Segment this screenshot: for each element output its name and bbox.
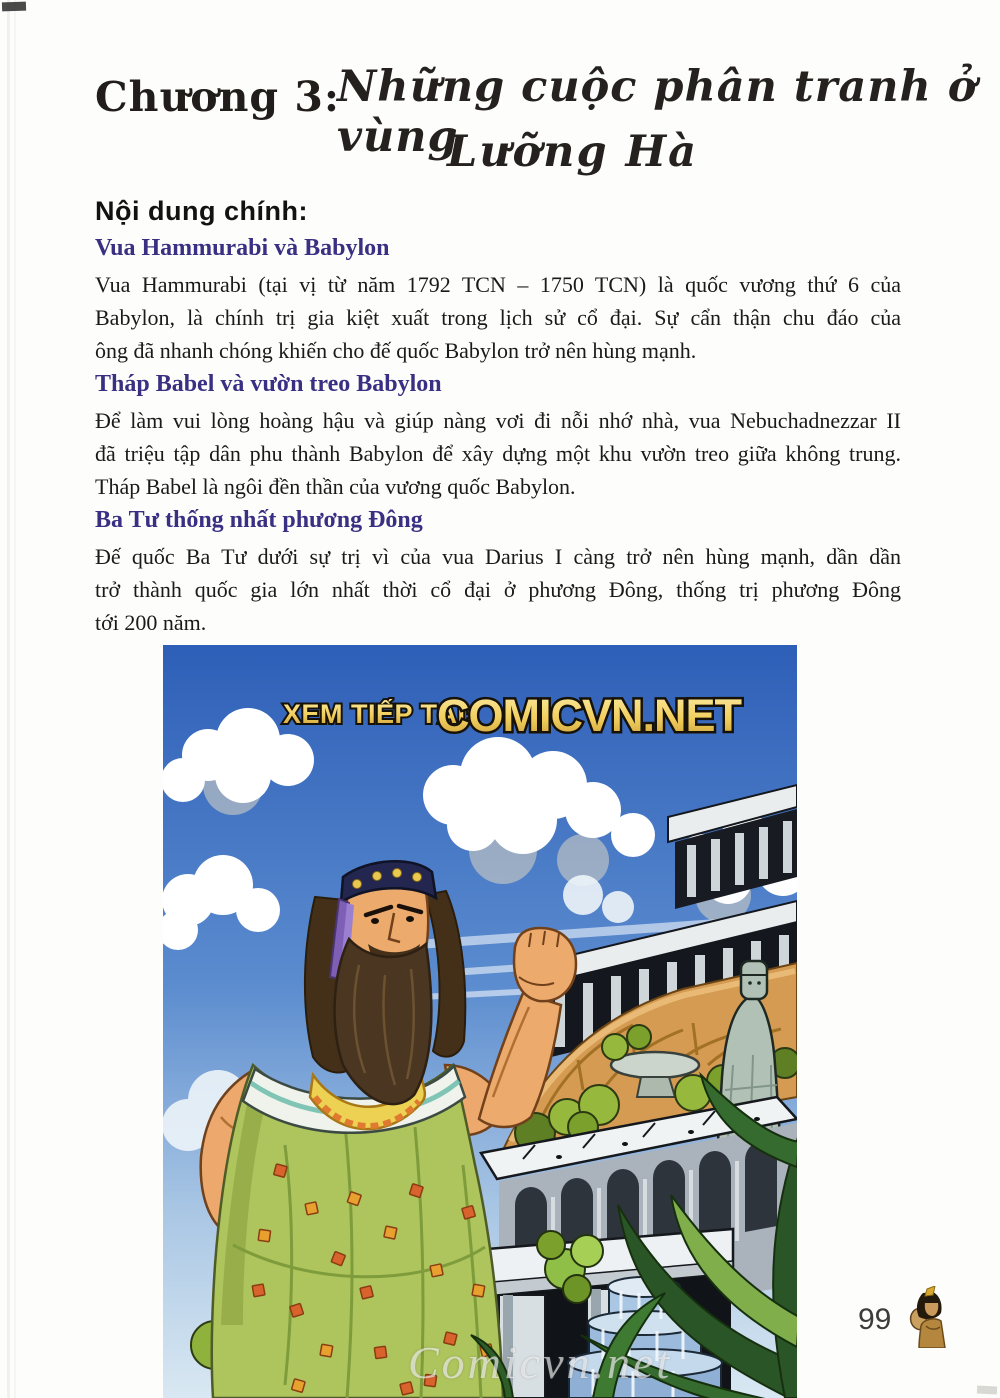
scan-corner-mark [2, 2, 26, 12]
promo-site-text: COMICVN.NET [437, 690, 741, 741]
paragraph-line: Để làm vui lòng hoàng hậu và giúp nàng vơi đi nỗi nhớ nhà, vua Nebuchadnezzar II [95, 408, 901, 433]
section-title: Tháp Babel và vườn treo Babylon [95, 371, 442, 397]
king-fist [514, 928, 576, 1001]
paragraph-line: Đế quốc Ba Tư dưới sự trị vì của vua Darius I càng trở nên hùng mạnh, dần dần [95, 544, 901, 569]
scan-edge-line [7, 0, 10, 1398]
comic-illustration [163, 645, 797, 1398]
paragraph-line: Vua Hammurabi (tại vị từ năm 1792 TCN – 1750 TCN) là quốc vương thứ 6 của [95, 272, 901, 297]
section-title: Ba Tư thống nhất phương Đông [95, 507, 423, 533]
paragraph-line: đã triệu tập dân phu thành Babylon để xây dựng một khu vườn treo giữa không trung. [95, 441, 901, 466]
paragraph-line: Babylon, là chính trị gia kiệt xuất trong lịch sử cổ đại. Sự cẩn thận chu đáo của [95, 305, 901, 330]
king-mascot-icon [906, 1286, 956, 1348]
content-heading: Nội dung chính: [95, 196, 308, 226]
paragraph-line: Tháp Babel là ngôi đền thần của vương quốc Babylon. [95, 474, 576, 499]
section-hammurabi [95, 235, 901, 367]
section-title: Vua Hammurabi và Babylon [95, 235, 390, 261]
paragraph-line: ông đã nhanh chóng khiến cho đế quốc Babylon trở nên hùng mạnh. [95, 338, 697, 363]
paragraph-line: trở thành quốc gia lớn nhất thời cổ đại ở phương Đông, thống trị phương Đông [95, 577, 901, 602]
chapter-label: Chương 3: [95, 73, 341, 121]
summary-column [95, 196, 901, 643]
chapter-title-line1: Những cuộc phân tranh ở vùng [337, 62, 978, 162]
paragraph-line: tới 200 năm. [95, 610, 207, 635]
page-number: 99 [858, 1303, 892, 1336]
section-paragraph [95, 268, 901, 367]
chapter-title-line2: Lưỡng Hà [447, 127, 698, 177]
section-paragraph [95, 404, 901, 503]
section-batu [95, 507, 901, 639]
watermark-text: Comicvn.net [408, 1337, 673, 1388]
scan-corner-mark-bottom [977, 1385, 997, 1394]
section-babel [95, 371, 901, 503]
scan-edge-line-2 [14, 0, 16, 1398]
section-paragraph [95, 540, 901, 639]
promo-prefix-text: XEM TIẾP TẠI: [283, 699, 476, 729]
